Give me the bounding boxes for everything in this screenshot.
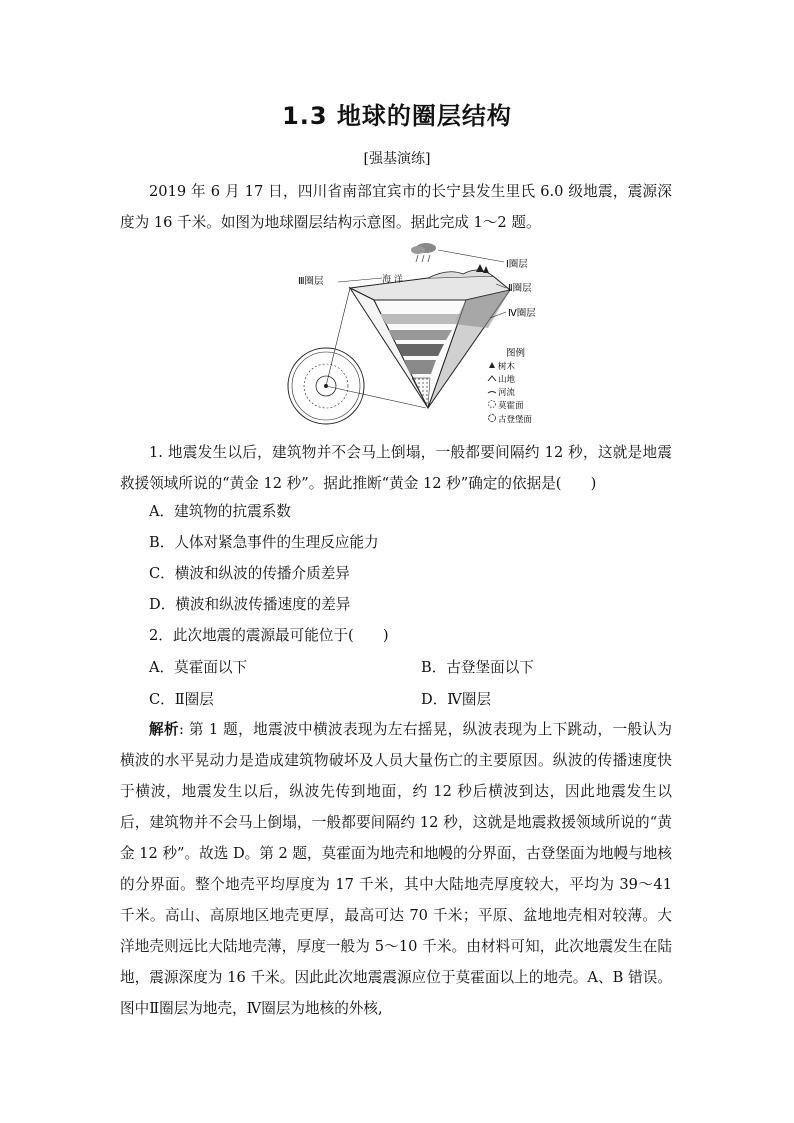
legend-item-moho: 莫霍面 bbox=[498, 401, 524, 411]
section-tag: [强基演练] bbox=[363, 151, 431, 167]
analysis-text: : 第 1 题，地震波中横波表现为左右摇晃，纵波表现为上下跳动，一般认为横波的水平晃动力是造成建筑物破坏及人员大量伤亡的主要原因。纵波的传播速度快于横波，地震发生以后，纵波先传到地面，约 12 秒后横波到达，因此地震发生以后，建筑物并不会马上倒塌，一般都要间隔约 12 秒，这就是地震救援领域所说的“黄金 12 秒”。故选 D。第 2 题，莫霍面为地壳和地幔的分界面，古登堡面为地幔与地核的分界面。整个地壳平均厚度为 17 千米，其中大陆地壳厚度较大，平均为 39～41 千米。高山、高原地区地壳更厚，最高可达 70 千米；平原、盆地地壳相对较薄。大洋地壳则远比大陆地壳薄，厚度一般为 5～10 千米。由材料可知，此次地震发生在陆地，震源深度为 16 千米。因此此次地震震源应位于莫霍面以上的地壳。A、B 错误。图中Ⅱ圈层为地壳，Ⅳ圈层为地核的外核, bbox=[120, 721, 672, 1017]
legend-title: 图例 bbox=[506, 348, 526, 359]
layer-label-4: Ⅳ圈层 bbox=[508, 308, 536, 319]
question-2-stem: 2．此次地震的震源最可能位于( ) bbox=[149, 627, 389, 644]
analysis-label: 解析 bbox=[149, 721, 179, 738]
question-1-stem: 1. 地震发生以后，建筑物并不会马上倒塌，一般都要间隔约 12 秒，这就是地震救援领域所说的“黄金 12 秒”。据此推断“黄金 12 秒”确定的依据是( ) bbox=[120, 444, 672, 492]
question-1-option-a: A．建筑物的抗震系数 bbox=[149, 503, 291, 520]
legend-item-river: 河流 bbox=[498, 388, 516, 398]
legend-item-gutenberg: 古登堡面 bbox=[498, 415, 533, 425]
question-1-option-c: C．横波和纵波的传播介质差异 bbox=[149, 565, 350, 582]
question-2-option-a: A．莫霍面以下 bbox=[149, 659, 248, 676]
question-2-option-c: C．Ⅱ圈层 bbox=[149, 691, 214, 708]
analysis-paragraph bbox=[120, 714, 672, 1024]
moho-icon bbox=[489, 401, 496, 408]
question-1-option-d: D．横波和纵波传播速度的差异 bbox=[149, 596, 351, 613]
gutenberg-icon bbox=[489, 415, 496, 422]
layer-label-1: Ⅰ圈层 bbox=[506, 259, 528, 270]
tree-icon bbox=[476, 264, 489, 273]
layer-label-3: Ⅲ圈层 bbox=[298, 276, 324, 287]
question-1-option-b: B．人体对紧急事件的生理反应能力 bbox=[149, 534, 379, 551]
legend bbox=[488, 347, 533, 425]
river-icon bbox=[488, 392, 496, 394]
question-2-option-d: D．Ⅳ圈层 bbox=[421, 691, 492, 708]
question-2-option-b: B．古登堡面以下 bbox=[421, 659, 534, 676]
page-title: 1.3 地球的圈层结构 bbox=[282, 102, 512, 130]
tree-icon bbox=[489, 362, 495, 368]
ocean-label: 海 洋 bbox=[382, 275, 403, 285]
mountain-icon bbox=[488, 376, 496, 381]
earth-layers-diagram bbox=[278, 238, 578, 428]
cloud-icon bbox=[411, 243, 436, 262]
intro-paragraph: 2019 年 6 月 17 日，四川省南部宜宾市的长宁县发生里氏 6.0 级地震，震源深度为 16 千米。如图为地球圈层结构示意图。据此完成 1～2 题。 bbox=[120, 183, 672, 231]
legend-item-tree: 树木 bbox=[498, 362, 516, 372]
legend-item-mountain: 山地 bbox=[498, 375, 516, 385]
layer-label-2: Ⅱ圈层 bbox=[508, 283, 532, 294]
